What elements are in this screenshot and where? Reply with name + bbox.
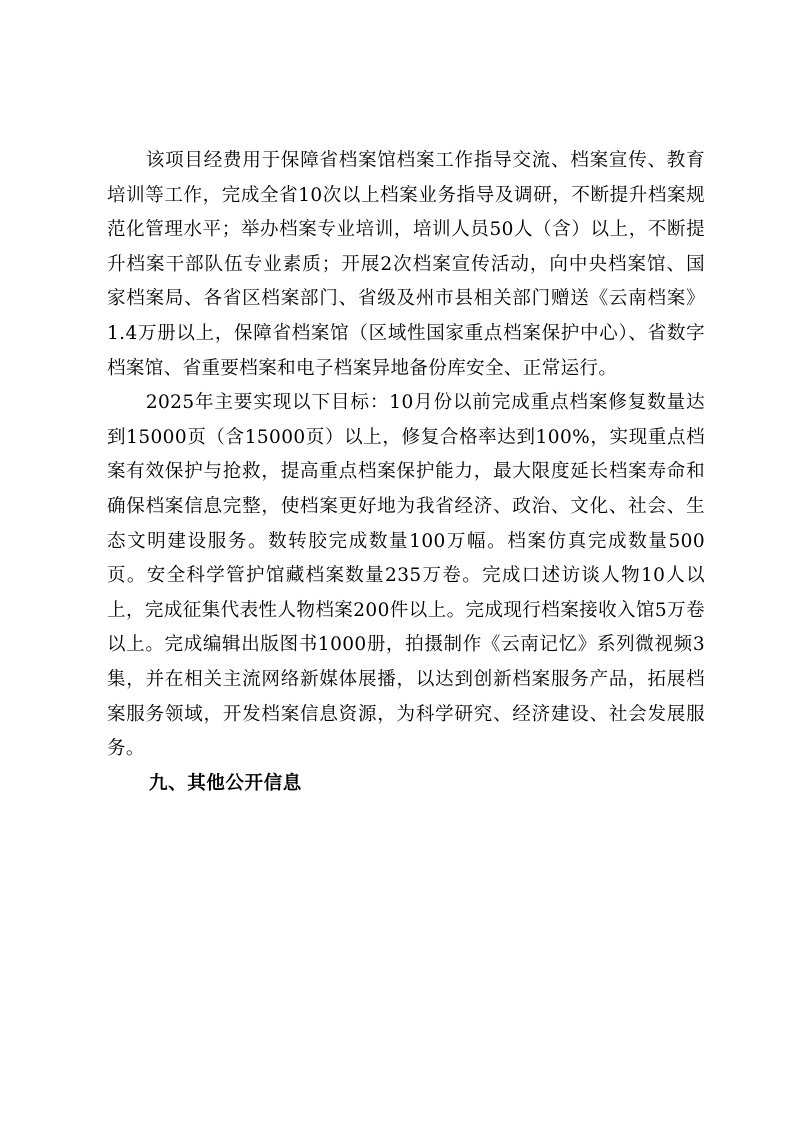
paragraph-project-funding: 该项目经费用于保障省档案馆档案工作指导交流、档案宣传、教育培训等工作，完成全省10次以上档案业务指导及调研，不断提升档案规范化管理水平；举办档案专业培训，培训人员50人（含）以上，不断提升档案干部队伍专业素质；开展2次档案宣传活动，向中央档案馆、国家档案局、各省区档案部门、省级及州市县相关部门赠送《云南档案》1.4万册以上，保障省档案馆（区域性国家重点档案保护中心）、省数字档案馆、省重要档案和电子档案异地备份库安全、正常运行。 <box>107 150 705 379</box>
paragraph-2025-goals: 2025年主要实现以下目标：10月份以前完成重点档案修复数量达到15000页（含15000页）以上，修复合格率达到100%，实现重点档案有效保护与抢救，提高重点档案保护能力，最大限度延长档案寿命和确保档案信息完整，使档案更好地为我省经济、政治、文化、社会、生态文明建设服务。数转胶完成数量100万幅。档案仿真完成数量500页。安全科学管护馆藏档案数量235万卷。完成口述访谈人物10人以上，完成征集代表性人物档案200件以上。完成现行档案接收入馆5万卷以上。完成编辑出版图书1000册，拍摄制作《云南记忆》系列微视频3集，并在相关主流网络新媒体展播，以达到创新档案服务产品，拓展档案服务领域，开发档案信息资源，为科学研究、经济建设、社会发展服务。 <box>107 392 705 760</box>
section-heading: 九、其他公开信息 <box>149 772 302 794</box>
document-body <box>107 144 705 801</box>
